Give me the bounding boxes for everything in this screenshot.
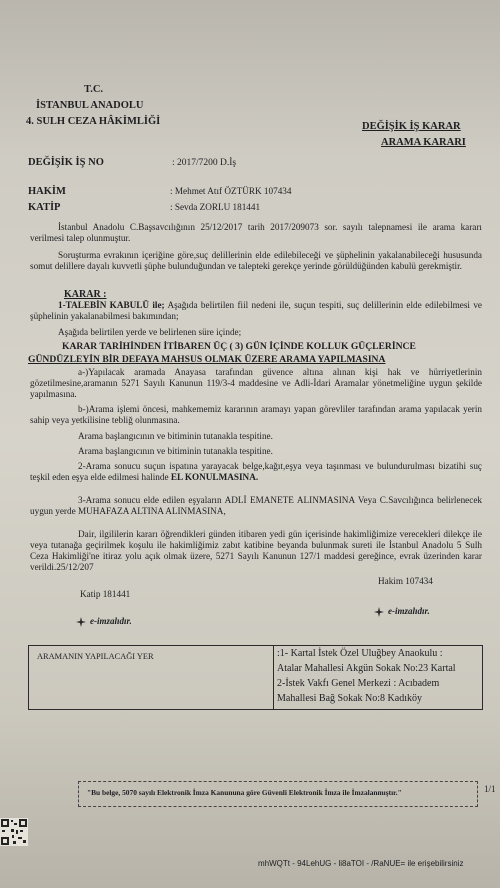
paragraph-request: İstanbul Anadolu C.Başsavcılığının 25/12/2017 tarih 2017/209073 sor. sayılı talepnamesi ile arama kararı verilmesi talep olunmuştur.	[30, 222, 482, 243]
decision-bold-line1: KARAR TARİHİNDEN İTİBAREN ÜÇ ( 3) GÜN İÇİNDE KOLLUK GÜÇLERİNCE	[62, 341, 416, 352]
table-line-1: :1- Kartal İstek Özel Uluğbey Anaokulu :	[277, 648, 443, 659]
table-label: ARAMANIN YAPILACAĞI YER	[37, 652, 154, 661]
e-signature-star-icon	[76, 614, 86, 624]
item1-bold: 1-TALEBİN KABULÜ ile;	[58, 300, 165, 310]
decision-bold-line2: GÜNDÜZLEYİN BİR DEFAYA MAHSUS OLMAK ÜZERE ARAMA YAPILMASINA	[28, 354, 386, 365]
court-name-line2: 4. SULH CEZA HÂKİMLİĞİ	[26, 116, 161, 127]
e-signature-notice-box	[78, 781, 478, 807]
search-location-table	[28, 645, 483, 710]
judge-value: : Mehmet Atıf ÖZTÜRK 107434	[170, 186, 292, 196]
item1-rest: Aşağıda belirtilen fiil nedeni ile, suçun tespiti, suç delillerinin elde edilebilmesi ve şüphelinin yakalanabilmesi bakımından;	[30, 300, 482, 321]
page-number: 1/1	[484, 784, 496, 794]
e-signature-left: e-imzalıdır.	[90, 616, 132, 626]
verification-code: mhWQTt - 94LehUG - li8aTOI - /RaNUE= ile erişebilirsiniz	[258, 859, 464, 868]
paragraph-reasoning: Soruşturma evrakının içeriğine göre,suç delillerinin elde edilebileceği ve şüphelinin yakalanabileceği hususunda somut delillere dayalı kuvvetli şüphe bulunduğundan ve talepteki gerekçe yerinde görüldüğünden kabulü gerekmiştir.	[30, 250, 482, 271]
karar-heading: KARAR :	[64, 289, 107, 300]
judge-label: HAKİM	[28, 186, 66, 197]
judge-signature: Hakim 107434	[378, 576, 433, 586]
e-signature-star-icon	[374, 604, 384, 614]
table-line-4: Mahallesi Bağ Sokak No:8 Kadıköy	[277, 693, 422, 704]
item2-paragraph	[30, 461, 482, 483]
clerk-label: KATİP	[28, 202, 61, 213]
case-no-value: : 2017/7200 D.İş	[172, 158, 237, 168]
place-time-line: Aşağıda belirtilen yerde ve belirlenen süre içinde;	[58, 327, 242, 337]
item2-bold: EL KONULMASINA.	[170, 472, 259, 482]
table-line-3: 2-İstek Vakfı Genel Merkezi : Acıbadem	[277, 678, 440, 689]
e-signature-right: e-imzalıdır.	[388, 606, 430, 616]
table-divider	[273, 646, 274, 709]
item2-text: 2-Arama sonucu suçun ispatına yarayacak belge,kağıt,eşya veya taşınması ve bulundurulması bizatihi suç teşkil eden eşya elde edilmesi halinde	[30, 461, 482, 482]
paragraph-b: b-)Arama işlemi öncesi, mahkememiz kararının aramayı yapan görevliler tarafından arama yapılacak yerin sahip veya yetkilisine tebliğ olunmasına.	[30, 404, 482, 425]
tutanak-line-1: Arama başlangıcının ve bitiminin tutanakla tespitine.	[78, 431, 273, 441]
court-name-line1: İSTANBUL ANADOLU	[36, 100, 144, 111]
doc-type-line1: DEĞİŞİK İŞ KARAR	[362, 121, 461, 132]
table-line-2: Atalar Mahallesi Akgün Sokak No:23 Kartal	[277, 663, 456, 674]
case-no-label: DEĞİŞİK İŞ NO	[28, 157, 104, 168]
doc-type-line2: ARAMA KARARI	[381, 137, 466, 148]
item1-paragraph	[30, 300, 482, 322]
clerk-signature: Katip 181441	[80, 589, 131, 599]
item3-paragraph: 3-Arama sonucu elde edilen eşyaların ADLİ EMANETE ALINMASINA Veya C.Savcılığınca belirlenecek uygun yerde MUHAFAZA ALTINA ALINMASINA,	[30, 495, 482, 516]
header-tc: T.C.	[84, 84, 104, 95]
appeal-paragraph: Dair, ilgililerin kararı öğrendikleri günden itibaren yedi gün içerisinde hakimliğimize verecekleri dilekçe ile veya tutanağa geçirilmek koşulu ile hakimliğimiz zabıt katibine beyanda bulunmak sureti ile İstanbul Anadolu 5 Sulh Ceza Hakimliği'ne itiraz yolu açık olmak üzere, 5271 Sayılı Kanunun 127/1 maddesi gereğince, evrak üzerinden karar verildi.25/12/207	[30, 529, 482, 572]
qr-code-icon	[0, 818, 28, 846]
paragraph-a: a-)Yapılacak aramada Anayasa tarafından güvence altına alınan kişi hak ve hürriyetlerinin gözetilmesine,aramanın 5271 Sayılı Kanunun 119/3-4 maddesine ve Adli-İdari Aramalar yönetmeliğine uygun şekilde yapılmasına.	[30, 367, 482, 399]
e-signature-notice: "Bu belge, 5070 sayılı Elektronik İmza Kanununa göre Güvenli Elektronik İmza ile İmzalanmıştır."	[87, 788, 402, 797]
tutanak-line-2: Arama başlangıcının ve bitiminin tutanakla tespitine.	[78, 446, 273, 456]
clerk-value: : Sevda ZORLU 181441	[170, 202, 261, 212]
